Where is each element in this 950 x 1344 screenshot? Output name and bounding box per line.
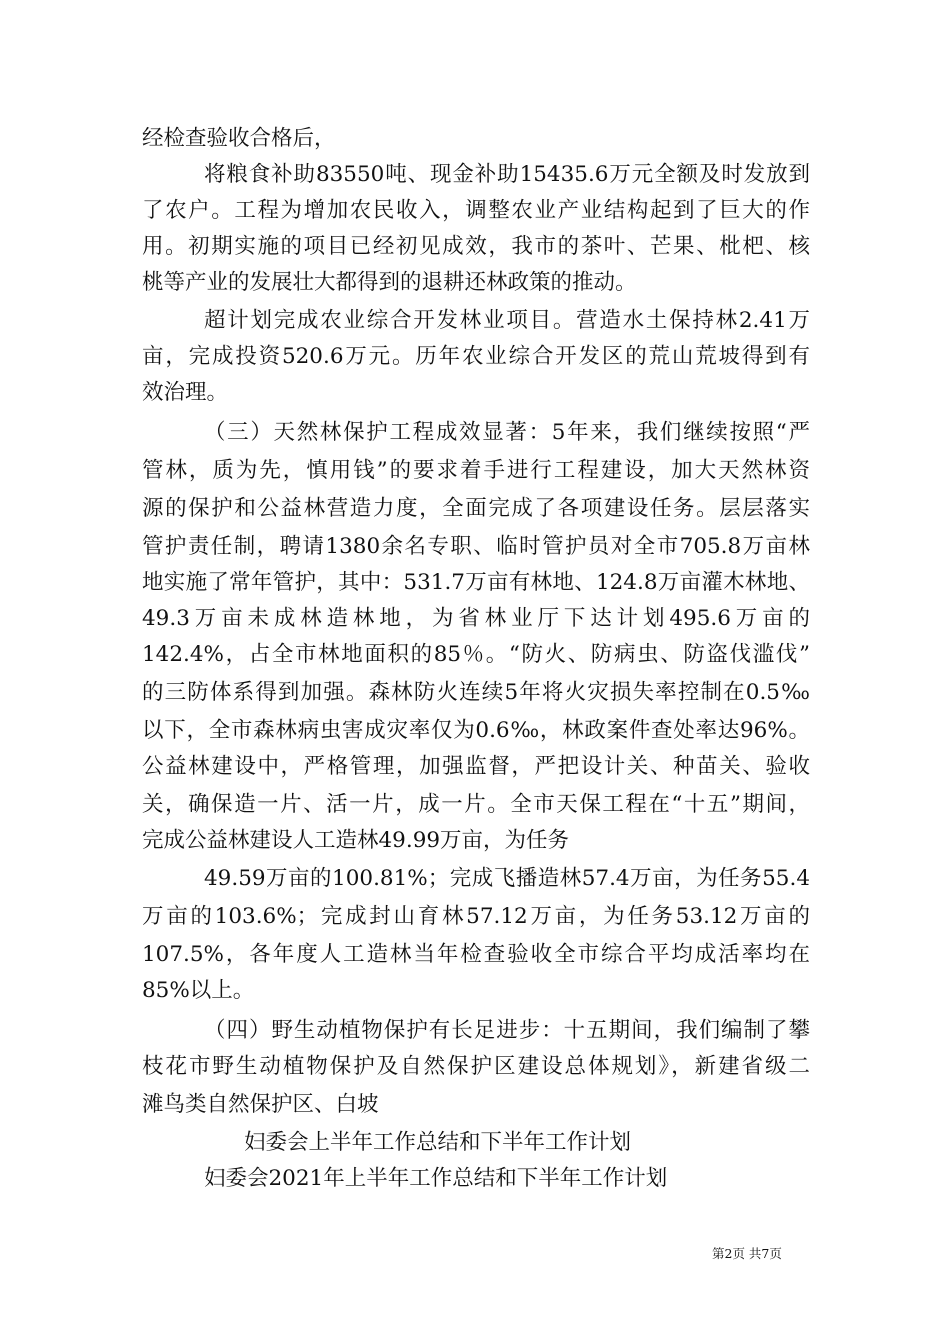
text-line-1: 经检查验收合格后， bbox=[142, 126, 336, 151]
section-heading: 妇委会上半年工作总结和下半年工作计划 bbox=[244, 1130, 632, 1155]
text-line-3: 了农户。工程为增加农民收入，调整农业产业结构起到了巨大的作 bbox=[142, 198, 810, 223]
text-line-16: 的三防体系得到加强。森林防火连续5年将火灾损失率控制在0.5‰ bbox=[142, 680, 810, 705]
text-line-7: 亩，完成投资520.6万元。历年农业综合开发区的荒山荒坡得到有 bbox=[142, 344, 810, 369]
section-subheading: 妇委会2021年上半年工作总结和下半年工作计划 bbox=[204, 1166, 668, 1191]
text-line-13: 地实施了常年管护，其中：531.7万亩有林地、124.8万亩灌木林地、 bbox=[142, 570, 810, 595]
text-line-27: 滩鸟类自然保护区、白坡 bbox=[142, 1092, 379, 1117]
text-line-4: 用。初期实施的项目已经初见成效，我市的茶叶、芒果、枇杷、核 bbox=[142, 234, 810, 259]
text-line-8: 效治理。 bbox=[142, 380, 229, 405]
text-line-21: 49.59万亩的100.81%；完成飞播造林57.4万亩，为任务55.4 bbox=[204, 866, 810, 891]
text-line-12: 管护责任制，聘请1380余名专职、临时管护员对全市705.8万亩林 bbox=[142, 534, 810, 559]
text-line-2: 将粮食补助83550吨、现金补助15435.6万元全额及时发放到 bbox=[204, 162, 810, 187]
text-line-25: （四）野生动植物保护有长足进步：十五期间，我们编制了攀 bbox=[204, 1018, 810, 1043]
text-line-6: 超计划完成农业综合开发林业项目。营造水土保持林2.41万 bbox=[204, 308, 810, 333]
page-number-footer: 第2页 共7页 bbox=[712, 1246, 782, 1261]
text-line-11: 源的保护和公益林营造力度，全面完成了各项建设任务。层层落实 bbox=[142, 496, 810, 521]
text-line-23: 107.5%，各年度人工造林当年检查验收全市综合平均成活率均在 bbox=[142, 942, 810, 967]
text-line-18: 公益林建设中，严格管理，加强监督，严把设计关、种苗关、验收 bbox=[142, 754, 810, 779]
text-line-26: 枝花市野生动植物保护及自然保护区建设总体规划》，新建省级二 bbox=[142, 1054, 810, 1079]
text-line-15: 142.4%，占全市林地面积的85％。“防火、防病虫、防盗伐滥伐” bbox=[142, 642, 810, 667]
text-line-24: 85%以上。 bbox=[142, 978, 255, 1003]
text-line-22: 万亩的103.6%；完成封山育林57.12万亩，为任务53.12万亩的 bbox=[142, 904, 810, 929]
text-line-5: 桃等产业的发展壮大都得到的退耕还林政策的推动。 bbox=[142, 270, 637, 295]
text-line-20: 完成公益林建设人工造林49.99万亩，为任务 bbox=[142, 828, 570, 853]
text-line-14: 49.3万亩未成林造林地，为省林业厅下达计划495.6万亩的 bbox=[142, 606, 810, 631]
text-line-10: 管林，质为先，慎用钱”的要求着手进行工程建设，加大天然林资 bbox=[142, 458, 810, 483]
text-line-9: （三）天然林保护工程成效显著：5年来，我们继续按照“严 bbox=[204, 420, 810, 445]
text-line-17: 以下，全市森林病虫害成灾率仅为0.6‰，林政案件查处率达96%。 bbox=[142, 718, 810, 743]
text-line-19: 关，确保造一片、活一片，成一片。全市天保工程在“十五”期间， bbox=[142, 792, 810, 817]
